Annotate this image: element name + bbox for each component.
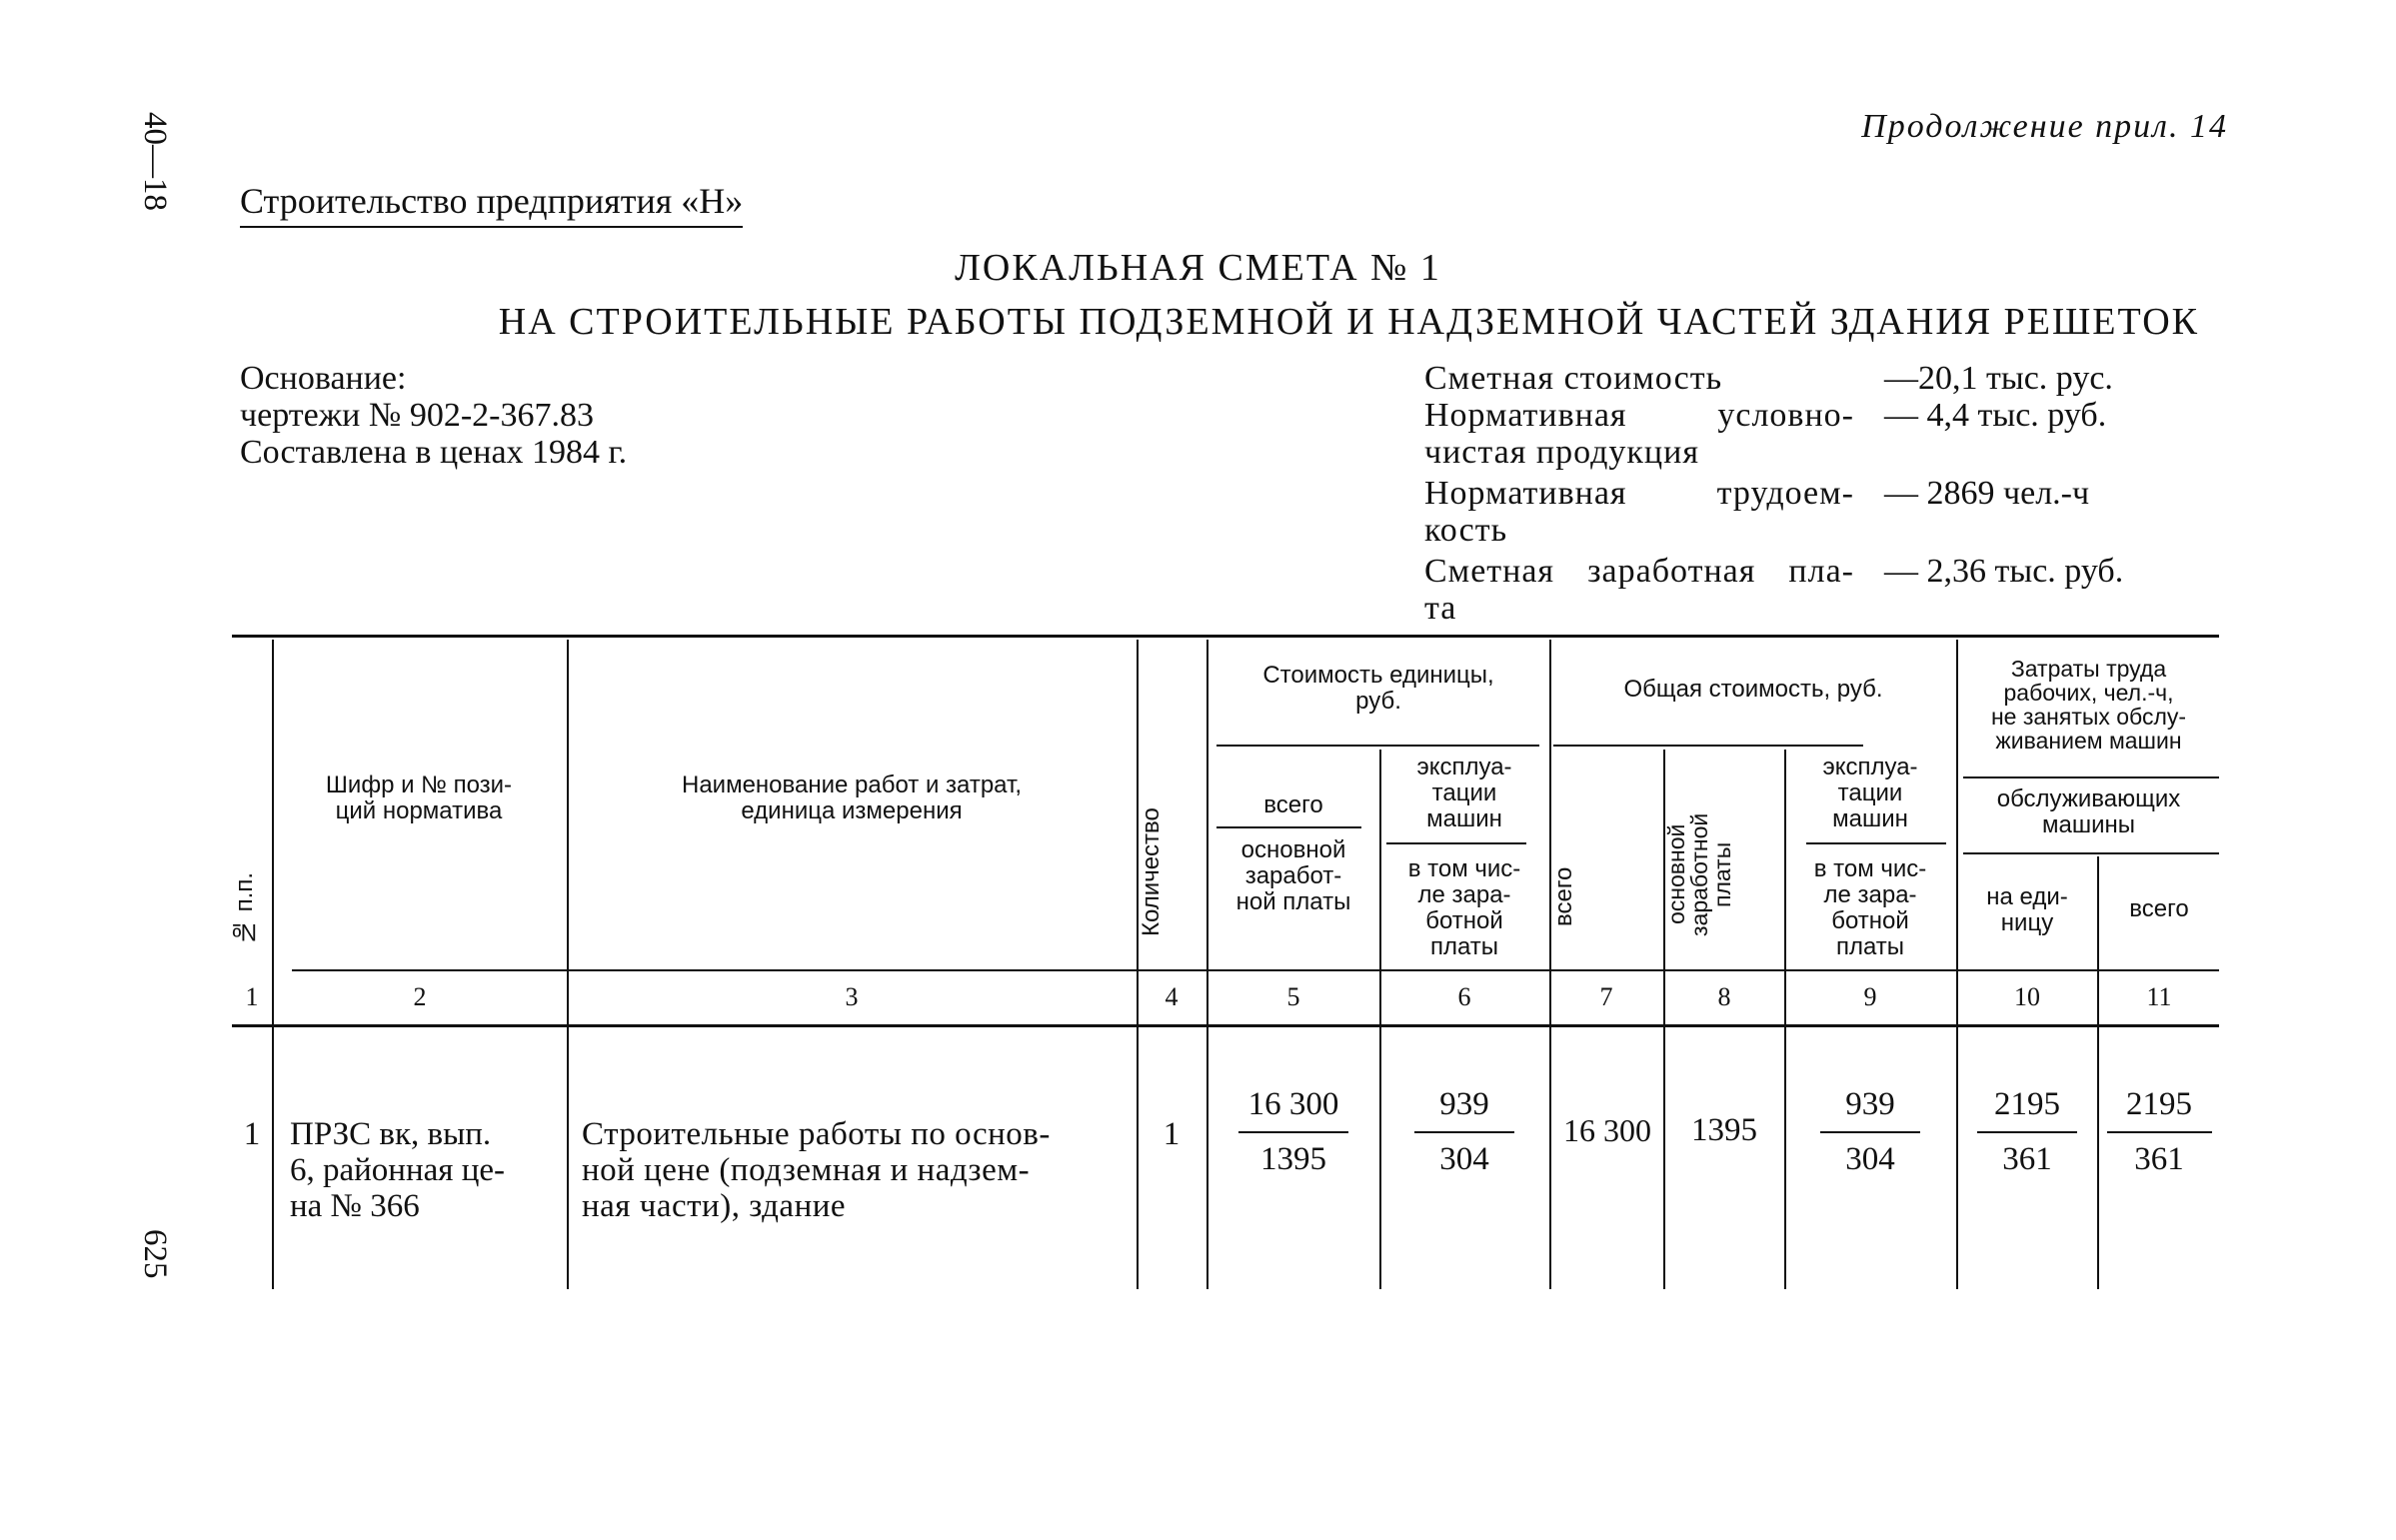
row-labor-unit-fraction bbox=[1958, 1086, 2096, 1178]
fraction-bar bbox=[1977, 1131, 2077, 1133]
row-total-machine: 939 bbox=[1845, 1086, 1895, 1122]
fraction-bar bbox=[1238, 1131, 1348, 1133]
header-unit-wage: основной заработ- ной платы bbox=[1235, 836, 1351, 915]
summary-row bbox=[1424, 475, 2184, 549]
summary-label-cont: кость bbox=[1424, 512, 1508, 549]
row-labor-total-top: 2195 bbox=[2126, 1086, 2192, 1122]
row-unit-machine: 939 bbox=[1439, 1086, 1489, 1122]
column-number: 2 bbox=[413, 982, 427, 1011]
row-unit-machine-fraction bbox=[1381, 1086, 1547, 1178]
column-number: 5 bbox=[1286, 982, 1300, 1011]
column-number: 1 bbox=[245, 982, 259, 1011]
continuation-note: Продолжение прил. 14 bbox=[1861, 108, 2228, 145]
row-total-machine-fraction bbox=[1786, 1086, 1954, 1178]
summary-label: Сметная стоимость bbox=[1424, 360, 1723, 397]
rule bbox=[1216, 826, 1361, 828]
summary-label: Сметная заработная пла- bbox=[1424, 553, 1854, 590]
column-number: 3 bbox=[845, 982, 859, 1011]
basis-prices: Составлена в ценах 1984 г. bbox=[240, 434, 628, 471]
estimate-table bbox=[232, 635, 2219, 1294]
basis-block bbox=[240, 360, 627, 471]
row-total-all: 16 300 bbox=[1563, 1112, 1651, 1148]
row-labor-unit-top: 2195 bbox=[1994, 1086, 2060, 1122]
summary-label: Нормативная условно- bbox=[1424, 397, 1854, 434]
summary-row bbox=[1424, 360, 2184, 397]
summary-value: — 4,4 тыс. руб. bbox=[1884, 397, 2107, 434]
summary-label: Нормативная трудоем- bbox=[1424, 475, 1854, 512]
summary-label-cont: чистая продукция bbox=[1424, 434, 1699, 471]
column-number: 4 bbox=[1165, 982, 1179, 1011]
row-unit-machine-wage: 304 bbox=[1439, 1141, 1489, 1177]
column-number: 9 bbox=[1863, 982, 1877, 1011]
header-labor: Затраты труда рабочих, чел.-ч, не занятых обслу- живанием машин bbox=[1990, 656, 2187, 754]
header-unit-machine-wage: в том чис- ле зара- ботной платы bbox=[1407, 855, 1521, 960]
summary-row bbox=[1424, 553, 2184, 627]
summary-value: — 2,36 тыс. руб. bbox=[1884, 553, 2124, 590]
row-labor-total-fraction bbox=[2099, 1086, 2219, 1178]
header-total-machine-wage: в том чис- ле зара- ботной платы bbox=[1813, 855, 1927, 960]
rule bbox=[272, 640, 274, 1289]
basis-heading: Основание: bbox=[240, 360, 407, 397]
header-labor-service: обслуживающих машины bbox=[1996, 785, 2181, 838]
fraction-bar bbox=[1414, 1131, 1514, 1133]
row-labor-total-bottom: 361 bbox=[2134, 1141, 2184, 1177]
rule bbox=[1963, 852, 2219, 854]
summary-row bbox=[1424, 397, 2184, 471]
row-total-machine-wage: 304 bbox=[1845, 1141, 1895, 1177]
row-labor-unit-bottom: 361 bbox=[2002, 1141, 2052, 1177]
column-number: 10 bbox=[2014, 982, 2040, 1011]
rule bbox=[1806, 842, 1946, 844]
row-total-wage: 1395 bbox=[1691, 1112, 1757, 1148]
summary-value: — 2869 чел.-ч bbox=[1884, 475, 2090, 512]
header-total-wage: основной заработной платы bbox=[1663, 812, 1735, 936]
header-total-cost: Общая стоимость, руб. bbox=[1623, 676, 1883, 703]
column-number: 7 bbox=[1599, 982, 1613, 1011]
rule bbox=[1963, 776, 2219, 778]
table-top-rule bbox=[232, 635, 2219, 638]
document-title: ЛОКАЛЬНАЯ СМЕТА № 1 bbox=[955, 247, 1441, 289]
row-no: 1 bbox=[243, 1116, 261, 1152]
header-code: Шифр и № пози- ций норматива bbox=[325, 771, 513, 824]
header-quantity: Количество bbox=[1138, 807, 1165, 937]
fraction-bar bbox=[2107, 1131, 2212, 1133]
basis-drawings: чертежи № 902-2-367.83 bbox=[240, 397, 594, 434]
row-code: ПРЗС вк, вып. 6, районная це- на № 366 bbox=[290, 1116, 505, 1224]
header-unit-cost: Стоимость единицы, руб. bbox=[1262, 662, 1494, 715]
document-subtitle: НА СТРОИТЕЛЬНЫЕ РАБОТЫ ПОДЗЕМНОЙ И НАДЗЕМНОЙ ЧАСТЕЙ ЗДАНИЯ РЕШЕТОК bbox=[498, 301, 2199, 343]
row-unit-cost-fraction bbox=[1208, 1086, 1378, 1178]
rule bbox=[1553, 745, 1863, 747]
column-number: 11 bbox=[2146, 982, 2172, 1011]
side-page-number: 625 bbox=[137, 1229, 173, 1279]
construction-title: Строительство предприятия «Н» bbox=[240, 180, 743, 228]
row-unit-total: 16 300 bbox=[1247, 1086, 1339, 1122]
rule bbox=[292, 969, 2219, 971]
header-no: № п.п. bbox=[231, 872, 258, 946]
side-page-marker-top: 40—18 bbox=[137, 112, 173, 211]
header-total-all: всего bbox=[1550, 866, 1577, 927]
rule bbox=[1216, 745, 1539, 747]
row-quantity: 1 bbox=[1163, 1116, 1181, 1152]
column-number: 6 bbox=[1457, 982, 1471, 1011]
summary-value: —20,1 тыс. рус. bbox=[1884, 360, 2113, 397]
row-unit-wage: 1395 bbox=[1260, 1141, 1326, 1177]
summary-block bbox=[1424, 360, 2184, 627]
rule bbox=[1137, 640, 1139, 1289]
summary-label-cont: та bbox=[1424, 590, 1457, 627]
column-number: 8 bbox=[1717, 982, 1731, 1011]
header-total-machine: эксплуа- тации машин bbox=[1822, 754, 1918, 832]
header-labor-unit: на еди- ницу bbox=[1986, 883, 2068, 936]
rule bbox=[232, 1024, 2219, 1027]
rule bbox=[1206, 640, 1208, 1289]
header-name: Наименование работ и затрат, единица измерения bbox=[681, 771, 1023, 824]
header-unit-total: всего bbox=[1263, 791, 1323, 818]
rule bbox=[1386, 842, 1526, 844]
header-unit-machine: эксплуа- тации машин bbox=[1416, 754, 1512, 832]
rule bbox=[1549, 640, 1551, 1289]
row-name: Строительные работы по основ- ной цене (подземная и надзем- ная части), здание bbox=[582, 1116, 1051, 1224]
rule bbox=[567, 640, 569, 1289]
fraction-bar bbox=[1820, 1131, 1920, 1133]
header-labor-total: всего bbox=[2129, 895, 2189, 922]
